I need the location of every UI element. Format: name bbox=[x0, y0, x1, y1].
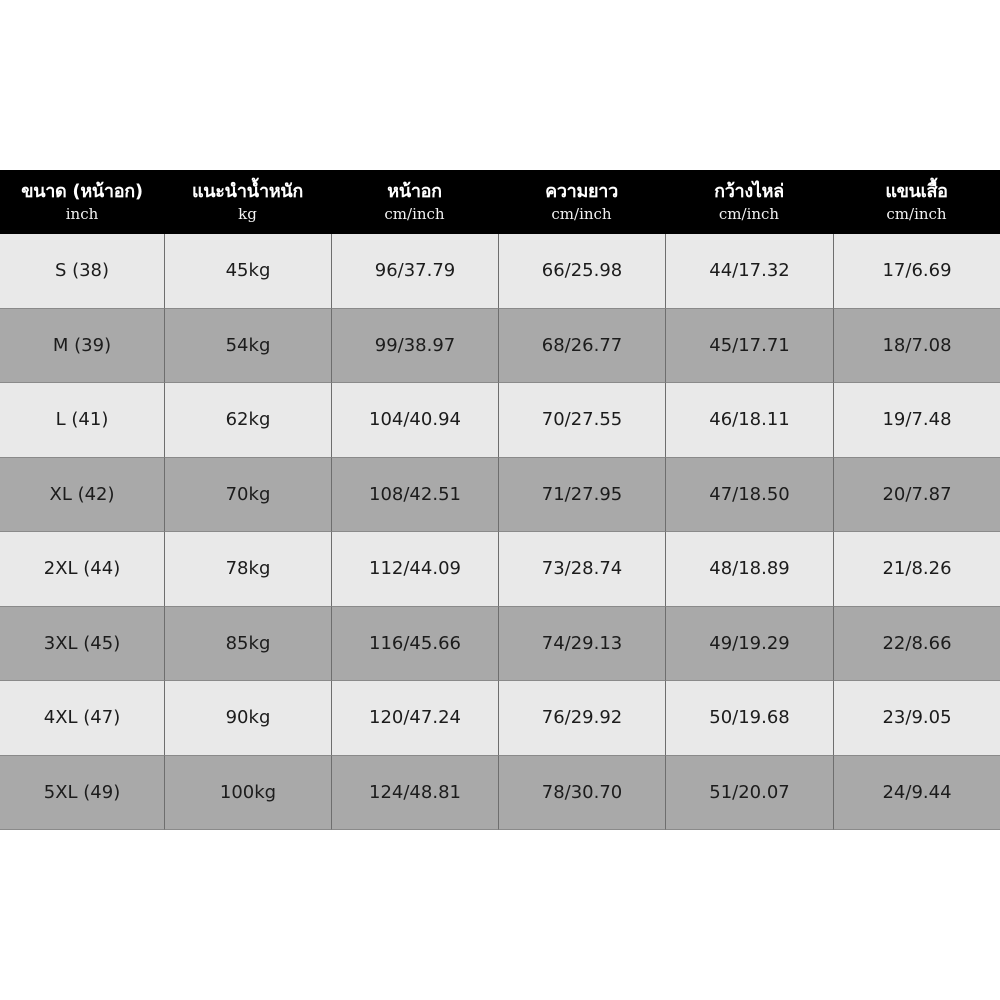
cell-shoulder: 50/19.68 bbox=[665, 681, 833, 756]
header-title: ขนาด (หน้าอก) bbox=[21, 181, 143, 202]
header-title: หน้าอก bbox=[387, 181, 442, 202]
cell-weight: 78kg bbox=[164, 532, 331, 607]
header-unit: kg bbox=[238, 205, 257, 223]
cell-shoulder: 48/18.89 bbox=[665, 532, 833, 607]
cell-size: XL (42) bbox=[0, 458, 164, 533]
header-shoulder bbox=[665, 170, 833, 234]
cell-sleeve: 18/7.08 bbox=[833, 309, 1000, 384]
header-title: ความยาว bbox=[545, 181, 618, 202]
cell-chest: 112/44.09 bbox=[331, 532, 498, 607]
cell-sleeve: 17/6.69 bbox=[833, 234, 1000, 309]
cell-length: 71/27.95 bbox=[498, 458, 665, 533]
cell-weight: 85kg bbox=[164, 607, 331, 682]
header-weight bbox=[164, 170, 331, 234]
cell-shoulder: 51/20.07 bbox=[665, 756, 833, 831]
cell-shoulder: 49/19.29 bbox=[665, 607, 833, 682]
cell-shoulder: 45/17.71 bbox=[665, 309, 833, 384]
cell-chest: 124/48.81 bbox=[331, 756, 498, 831]
cell-chest: 116/45.66 bbox=[331, 607, 498, 682]
cell-sleeve: 19/7.48 bbox=[833, 383, 1000, 458]
header-sleeve bbox=[833, 170, 1000, 234]
cell-length: 76/29.92 bbox=[498, 681, 665, 756]
cell-chest: 120/47.24 bbox=[331, 681, 498, 756]
cell-sleeve: 21/8.26 bbox=[833, 532, 1000, 607]
cell-weight: 70kg bbox=[164, 458, 331, 533]
cell-chest: 99/38.97 bbox=[331, 309, 498, 384]
cell-size: 4XL (47) bbox=[0, 681, 164, 756]
cell-shoulder: 47/18.50 bbox=[665, 458, 833, 533]
cell-size: 5XL (49) bbox=[0, 756, 164, 831]
size-chart-table bbox=[0, 170, 1000, 830]
cell-length: 68/26.77 bbox=[498, 309, 665, 384]
cell-size: S (38) bbox=[0, 234, 164, 309]
header-title: แนะนำน้ำหนัก bbox=[191, 181, 304, 202]
cell-sleeve: 20/7.87 bbox=[833, 458, 1000, 533]
header-size bbox=[0, 170, 164, 234]
header-unit: cm/inch bbox=[551, 205, 612, 223]
cell-weight: 90kg bbox=[164, 681, 331, 756]
cell-size: 3XL (45) bbox=[0, 607, 164, 682]
cell-length: 74/29.13 bbox=[498, 607, 665, 682]
header-unit: cm/inch bbox=[384, 205, 445, 223]
cell-weight: 45kg bbox=[164, 234, 331, 309]
cell-sleeve: 23/9.05 bbox=[833, 681, 1000, 756]
cell-sleeve: 22/8.66 bbox=[833, 607, 1000, 682]
header-unit: cm/inch bbox=[886, 205, 947, 223]
cell-length: 78/30.70 bbox=[498, 756, 665, 831]
cell-chest: 96/37.79 bbox=[331, 234, 498, 309]
cell-sleeve: 24/9.44 bbox=[833, 756, 1000, 831]
cell-size: L (41) bbox=[0, 383, 164, 458]
cell-weight: 62kg bbox=[164, 383, 331, 458]
header-title: กว้างไหล่ bbox=[714, 181, 784, 202]
header-chest bbox=[331, 170, 498, 234]
cell-length: 70/27.55 bbox=[498, 383, 665, 458]
header-length bbox=[498, 170, 665, 234]
cell-chest: 108/42.51 bbox=[331, 458, 498, 533]
cell-shoulder: 46/18.11 bbox=[665, 383, 833, 458]
header-unit: cm/inch bbox=[718, 205, 780, 223]
cell-size: M (39) bbox=[0, 309, 164, 384]
header-unit: inch bbox=[65, 205, 99, 223]
header-title: แขนเสื้อ bbox=[885, 181, 948, 202]
cell-weight: 100kg bbox=[164, 756, 331, 831]
cell-chest: 104/40.94 bbox=[331, 383, 498, 458]
cell-shoulder: 44/17.32 bbox=[665, 234, 833, 309]
cell-size: 2XL (44) bbox=[0, 532, 164, 607]
cell-length: 66/25.98 bbox=[498, 234, 665, 309]
cell-weight: 54kg bbox=[164, 309, 331, 384]
cell-length: 73/28.74 bbox=[498, 532, 665, 607]
